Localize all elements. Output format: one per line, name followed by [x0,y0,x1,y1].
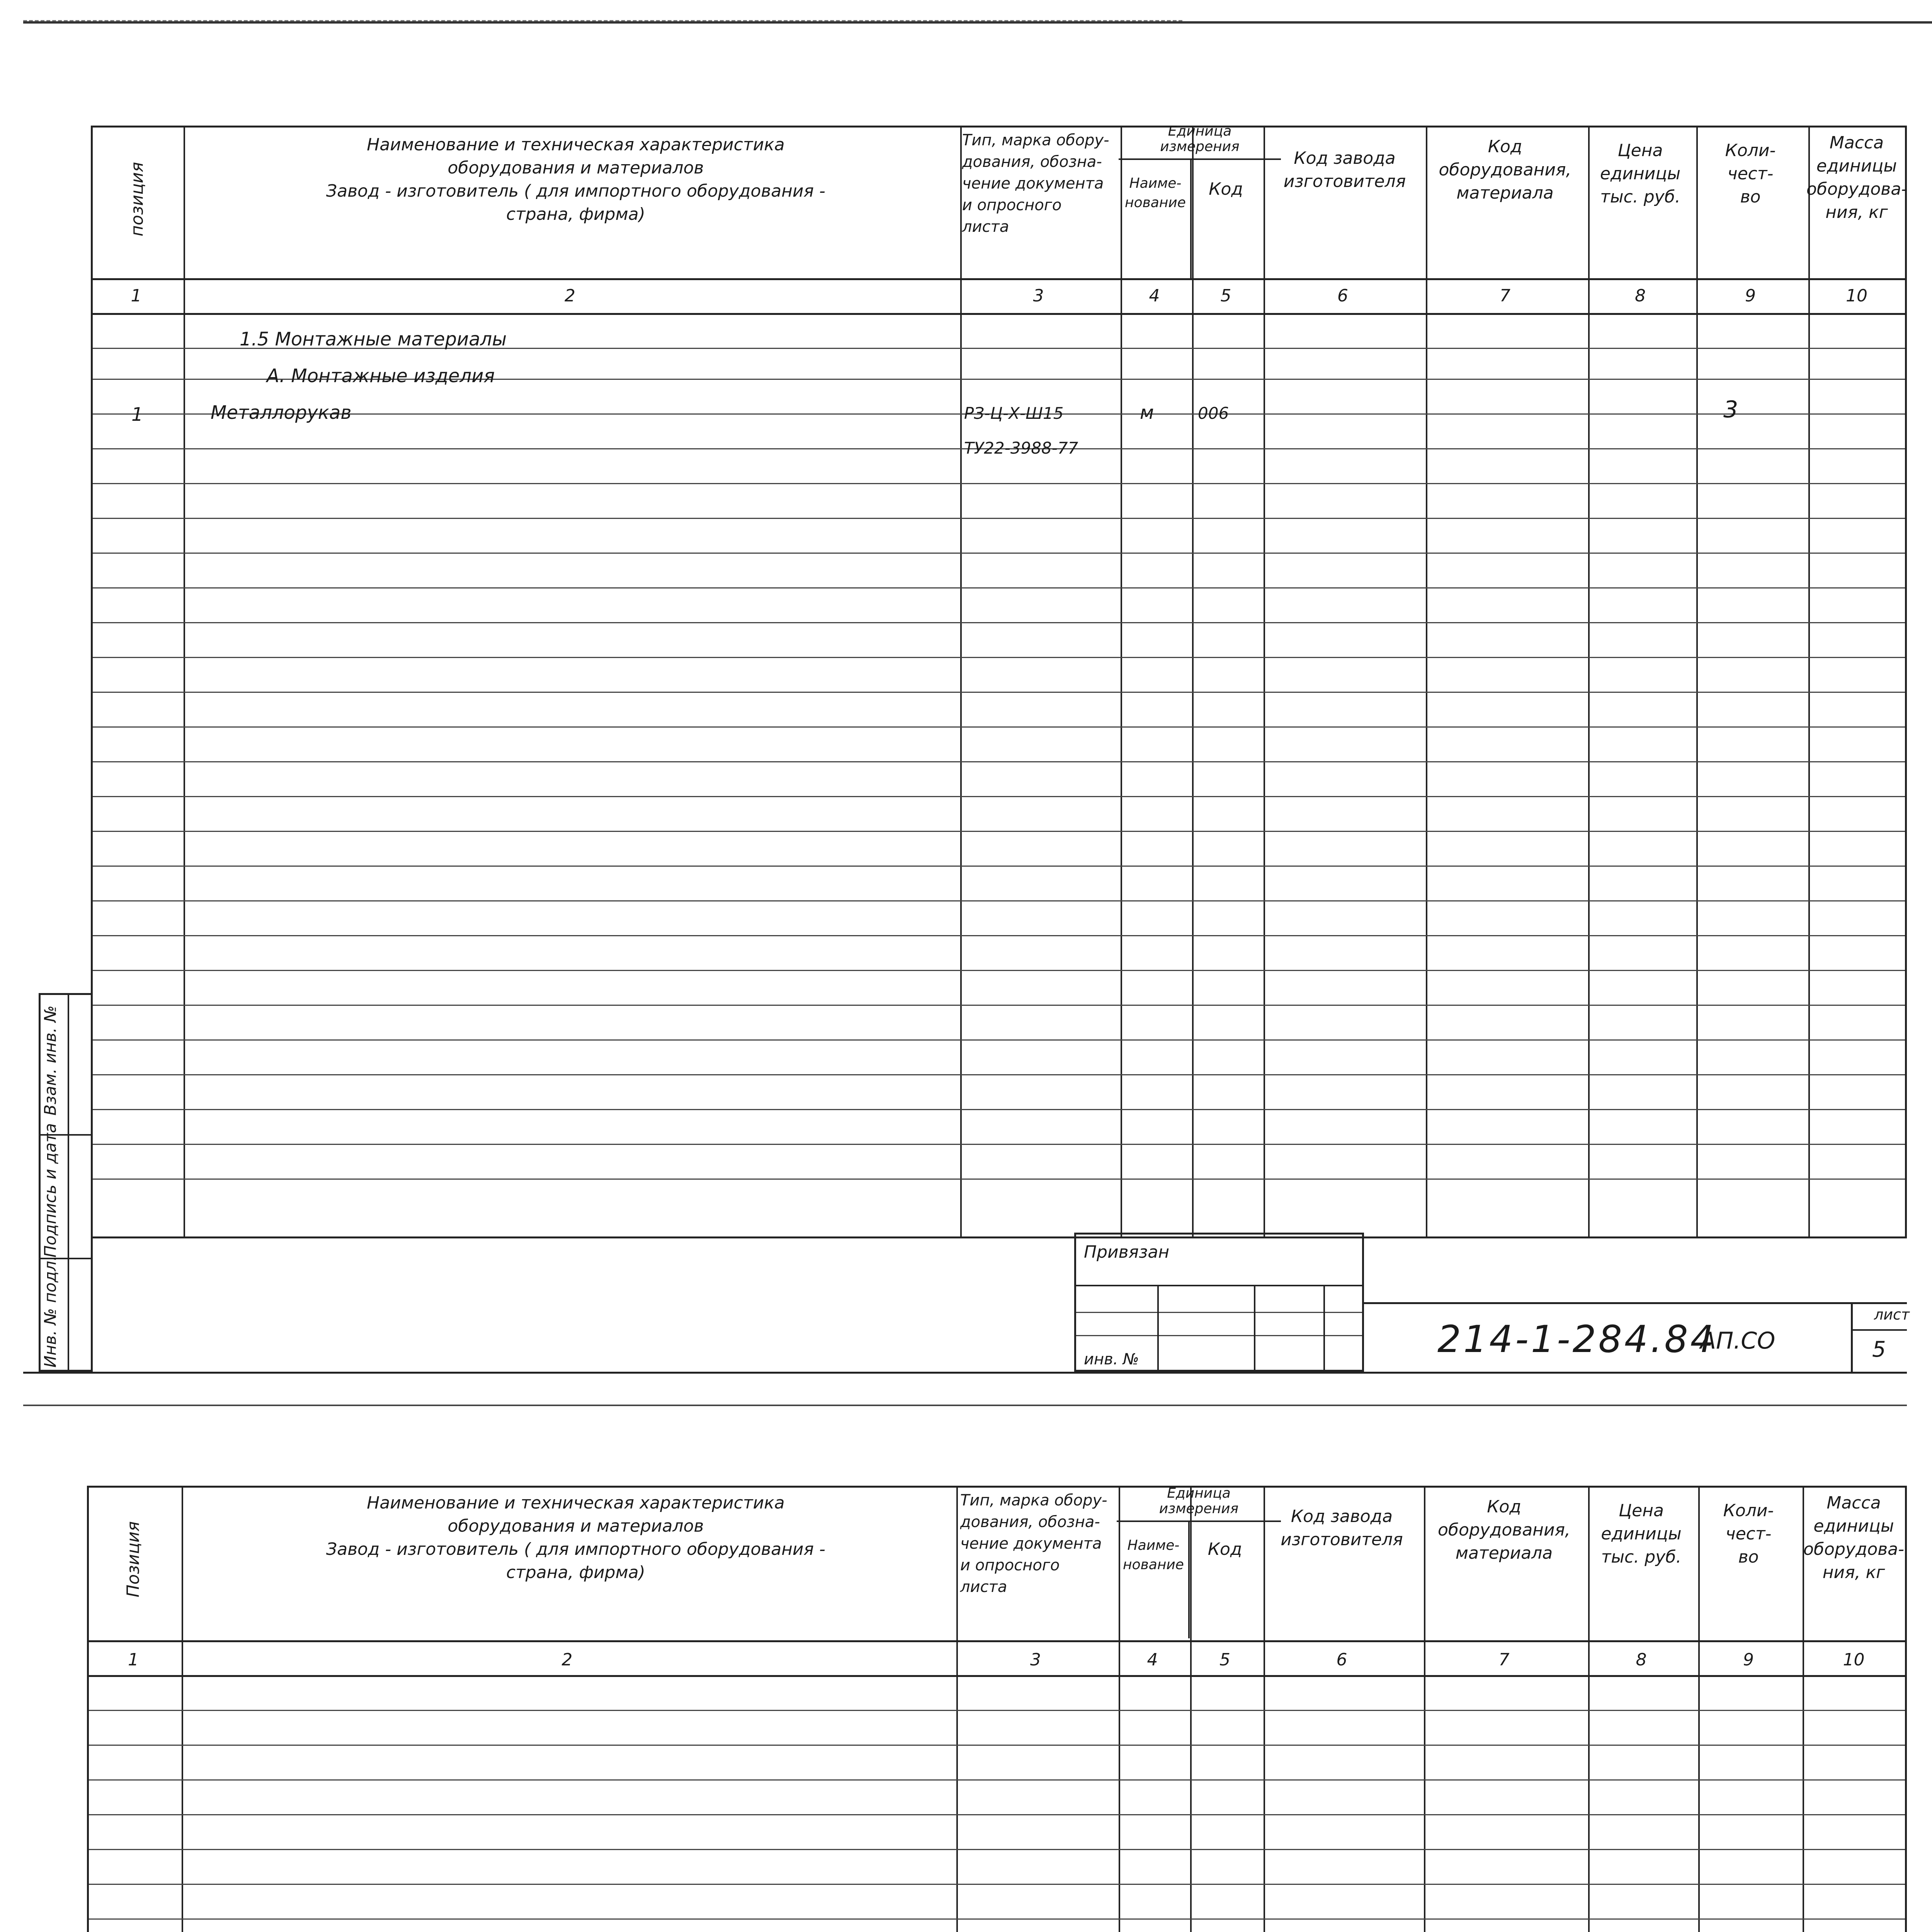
col-number-2: 2 [565,286,575,306]
col2-number-4: 4 [1147,1650,1158,1670]
header-unit-code-2: Код [1208,1539,1242,1559]
header-factory-code-2: Код завода изготовителя [1281,1507,1403,1549]
inv-label-1: инв. № [1084,1350,1139,1368]
sheet-box-divider-1 [1851,1302,1853,1372]
col2-number-6: 6 [1336,1650,1347,1670]
col2-number-9: 9 [1743,1650,1754,1670]
unit-subheader-line-2 [1117,1520,1281,1522]
row-1-quantity: 3 [1723,396,1738,423]
header-unit-2: Единица измерения [1159,1485,1239,1517]
col-number-1: 1 [131,286,142,306]
header-mass-2: Масса единицы оборудова- ния, кг [1803,1493,1905,1582]
col2-number-5: 5 [1219,1650,1230,1670]
col2-number-7: 7 [1498,1650,1510,1670]
unit-subheader-line [1119,158,1281,160]
col2-number-10: 10 [1843,1650,1865,1670]
header-price-2: Цена единицы тыс. руб. [1601,1501,1682,1567]
side-label-vzam-1: Взам. инв. № [41,1005,60,1116]
col-number-9: 9 [1745,286,1756,306]
header-factory-code: Код завода изготовителя [1283,148,1406,191]
doc-suffix-1: АП.СО [1700,1327,1776,1354]
col2-number-1: 1 [128,1650,139,1670]
col2-number-8: 8 [1636,1650,1647,1670]
col2-number-3: 3 [1030,1650,1041,1670]
header-quantity: Коли- чест- во [1725,141,1776,207]
side-label-podp-1: Подпись и дата [41,1123,60,1258]
header-name: Наименование и техническая характеристика оборудования и материалов Завод - изготовитель ( для импортного оборудования - страна, фирма) [326,135,825,224]
col2-number-2: 2 [561,1650,573,1670]
header-unit-code: Код [1209,179,1243,199]
row-1-position: 1 [131,404,143,425]
sheet-separator-line [23,1405,1907,1406]
header-type: Тип, марка обору- дования, обозна- чение документа и опросного листа [962,131,1109,236]
header-equipment-code-2: Код оборудования, материала [1438,1497,1570,1563]
row-section-title: 1.5 Монтажные материалы [240,328,507,350]
side-label-inv-1: Инв. № подл. [41,1255,60,1368]
header-quantity-2: Коли- чест- во [1723,1501,1774,1567]
header-position: позиция [127,162,147,236]
row-1-code: 006 [1198,404,1229,423]
row-1-unit: м [1140,402,1154,423]
col-number-8: 8 [1635,286,1646,306]
header-name-2: Наименование и техническая характеристика оборудования и материалов Завод - изготовитель ( для импортного оборудования - страна, фирма) [326,1493,825,1582]
header-unit: Единица измерения [1160,123,1240,155]
col-number-3: 3 [1033,286,1044,306]
col-number-5: 5 [1220,286,1231,306]
col-number-10: 10 [1846,286,1867,306]
header-unit-name: Наиме- нование [1125,175,1186,211]
col-number-7: 7 [1500,286,1510,306]
col-number-6: 6 [1337,286,1348,306]
sheet-box-line-1 [1851,1329,1907,1331]
sheet-1-bottom-line [23,1372,1907,1374]
bound-stamp-1 [1074,1233,1364,1372]
row-1-name: Металлорукав [211,402,352,423]
row-subsection-title: А. Монтажные изделия [267,365,495,387]
doc-code-1: 214-1-284.84 [1437,1318,1716,1361]
row-2-type: ТУ22-3988-77 [964,439,1078,457]
sheet-number-1: 5 [1872,1337,1886,1362]
header-price: Цена единицы тыс. руб. [1600,141,1681,207]
header-unit-name-2: Наиме- нование [1123,1537,1184,1573]
title-line-1 [1364,1302,1907,1304]
sheet-label-1: лист [1874,1306,1910,1323]
bound-label-1: Привязан [1084,1242,1170,1262]
col-number-4: 4 [1149,286,1160,306]
header-type-2: Тип, марка обору- дования, обозна- чение документа и опросного листа [960,1492,1107,1596]
header-position-2: Позиция [123,1521,143,1598]
header-mass: Масса единицы оборудова- ния, кг [1806,133,1908,222]
header-equipment-code: Код оборудования, материала [1439,137,1571,203]
row-1-type: РЗ-Ц-Х-Ш15 [964,404,1064,423]
